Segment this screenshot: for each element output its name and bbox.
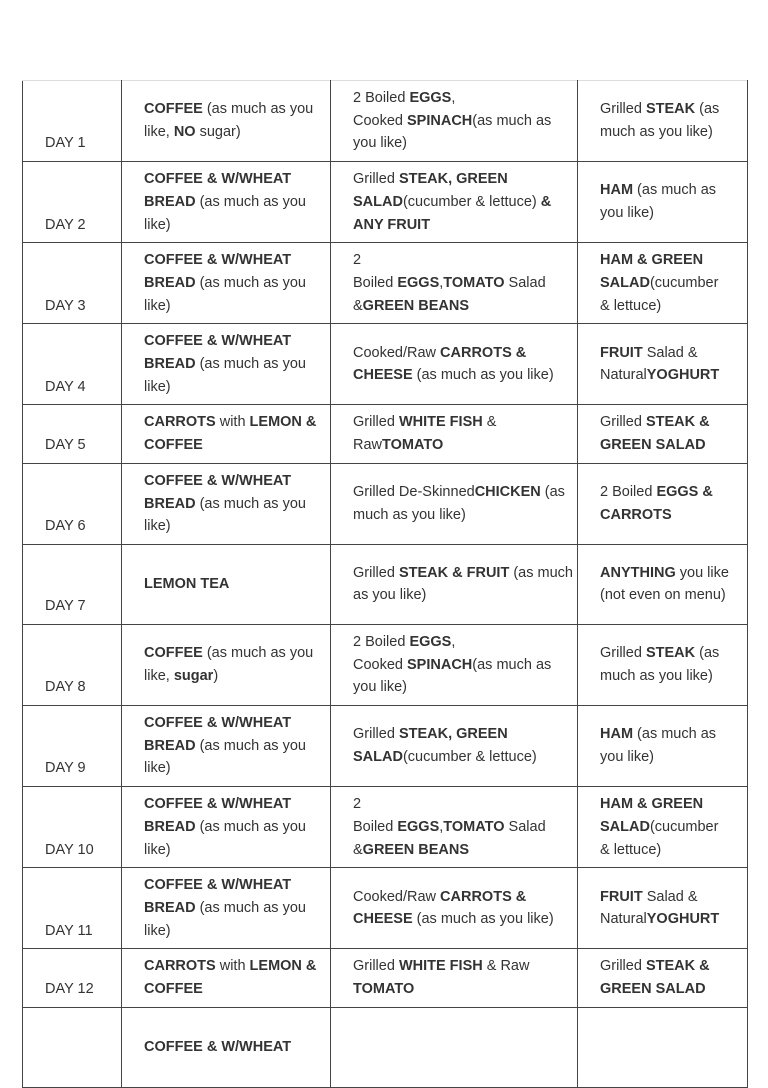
breakfast-cell bbox=[122, 787, 331, 868]
dinner-cell bbox=[578, 544, 748, 624]
meal-note: Boiled bbox=[353, 274, 398, 291]
food-item: COFFEE & W/WHEAT BREAD bbox=[144, 715, 292, 754]
lunch-cell bbox=[331, 243, 578, 324]
day-label-cell bbox=[23, 624, 122, 705]
day-label-cell bbox=[23, 949, 122, 1007]
meal-note: Salad & bbox=[353, 274, 546, 314]
day-label-cell bbox=[23, 81, 122, 162]
meal-note: 2 Boiled bbox=[600, 484, 657, 501]
day-label: DAY 4 bbox=[45, 378, 86, 395]
meal-note: Salad & bbox=[642, 344, 698, 361]
lunch-cell bbox=[331, 868, 578, 949]
food-item: HAM & GREEN SALAD bbox=[600, 796, 704, 835]
day-row bbox=[23, 1007, 748, 1087]
breakfast-cell bbox=[122, 544, 331, 624]
meal-note: Raw bbox=[353, 437, 383, 454]
day-row bbox=[23, 463, 748, 544]
day-row bbox=[23, 243, 748, 324]
breakfast-cell bbox=[122, 1007, 331, 1087]
food-item: COFFEE & W/WHEAT BREAD bbox=[144, 171, 292, 210]
meal-note: (cucumber & lettuce) bbox=[600, 818, 719, 858]
food-item: STEAK bbox=[645, 101, 696, 118]
day-label-cell bbox=[23, 868, 122, 949]
day-row bbox=[23, 706, 748, 787]
meal-note: & Raw bbox=[482, 958, 530, 975]
food-item: sugar bbox=[173, 668, 214, 684]
food-item: CARROTS bbox=[144, 958, 216, 975]
meal-note: (as much as you like) bbox=[353, 484, 565, 523]
breakfast-cell bbox=[122, 81, 331, 162]
meal-note: Natural bbox=[600, 367, 647, 384]
food-item: HAM bbox=[600, 726, 634, 743]
meal-note: (as much as you like) bbox=[600, 726, 717, 766]
food-item: TOMATO bbox=[443, 818, 505, 835]
day-label-cell bbox=[23, 463, 122, 544]
food-item: COFFEE & W/WHEAT BREAD bbox=[144, 472, 292, 512]
lunch-cell bbox=[331, 1007, 578, 1087]
meal-note: Boiled bbox=[353, 818, 398, 835]
lunch-cell bbox=[331, 405, 578, 463]
food-item: & ANY FRUIT bbox=[353, 193, 552, 233]
food-item: WHITE FISH bbox=[398, 414, 483, 431]
day-label: DAY 9 bbox=[45, 760, 86, 777]
dinner-cell bbox=[578, 787, 748, 868]
food-item: GREEN BEANS bbox=[362, 297, 470, 314]
day-label-cell bbox=[23, 706, 122, 787]
day-label: DAY 1 bbox=[45, 135, 86, 152]
diet-plan-sheet bbox=[22, 80, 747, 1088]
lunch-cell bbox=[331, 544, 578, 624]
meal-note: (cucumber & lettuce) bbox=[402, 749, 537, 766]
meal-note: Grilled bbox=[353, 414, 399, 431]
day-label-cell bbox=[23, 162, 122, 243]
food-item: HAM bbox=[600, 182, 634, 199]
dinner-cell bbox=[578, 868, 748, 949]
meal-note: Cooked bbox=[353, 656, 408, 673]
day-label-cell bbox=[23, 405, 122, 463]
breakfast-cell bbox=[122, 243, 331, 324]
dinner-cell bbox=[578, 463, 748, 544]
meal-note: Cooked/Raw bbox=[353, 344, 441, 361]
food-item: STEAK & FRUIT bbox=[398, 564, 510, 581]
meal-note: (as much as you like) bbox=[412, 911, 554, 928]
lunch-cell bbox=[331, 463, 578, 544]
lunch-cell bbox=[331, 162, 578, 243]
lunch-cell bbox=[331, 787, 578, 868]
food-item: CARROTS & CHEESE bbox=[353, 888, 527, 928]
meal-note: (as much as you like) bbox=[144, 193, 306, 233]
food-item: EGGS & CARROTS bbox=[600, 484, 713, 523]
food-item: LEMON & COFFEE bbox=[144, 958, 317, 998]
meal-note: sugar) bbox=[195, 124, 241, 141]
lunch-cell bbox=[331, 81, 578, 162]
meal-note: Grilled De-Skinned bbox=[353, 484, 475, 501]
food-item: FRUIT bbox=[600, 344, 643, 361]
meal-note: Grilled bbox=[600, 414, 646, 431]
meal-note: 2 bbox=[353, 252, 362, 269]
food-item: COFFEE & W/WHEAT BREAD bbox=[144, 877, 292, 916]
day-label: DAY 12 bbox=[45, 981, 94, 998]
meal-note: (cucumber & lettuce) bbox=[600, 274, 719, 314]
meal-note: Salad & bbox=[642, 888, 698, 905]
meal-note: (as much as you like) bbox=[600, 645, 720, 684]
food-item: TOMATO bbox=[382, 437, 444, 454]
meal-note: & bbox=[482, 414, 497, 431]
food-item: STEAK & GREEN SALAD bbox=[600, 958, 710, 998]
meal-note: with bbox=[215, 414, 250, 431]
day-row bbox=[23, 81, 748, 162]
breakfast-cell bbox=[122, 949, 331, 1007]
day-label-cell bbox=[23, 544, 122, 624]
diet-plan-table bbox=[22, 80, 748, 1088]
meal-note: Grilled bbox=[600, 101, 646, 118]
day-label-cell bbox=[23, 243, 122, 324]
food-item: COFFEE & W/WHEAT BREAD bbox=[144, 333, 292, 373]
breakfast-cell bbox=[122, 162, 331, 243]
meal-note: (as much as you like) bbox=[353, 656, 552, 696]
dinner-cell bbox=[578, 949, 748, 1007]
meal-note: with bbox=[215, 958, 250, 975]
day-label: DAY 2 bbox=[45, 216, 86, 233]
day-row bbox=[23, 544, 748, 624]
food-item: STEAK bbox=[645, 645, 696, 662]
food-item: STEAK, GREEN SALAD bbox=[353, 171, 508, 210]
meal-note: Grilled bbox=[353, 564, 399, 581]
meal-note: (as much as you like) bbox=[144, 495, 306, 535]
food-item: CARROTS bbox=[144, 414, 216, 431]
breakfast-cell bbox=[122, 463, 331, 544]
meal-note: , bbox=[439, 818, 444, 835]
dinner-cell bbox=[578, 405, 748, 463]
dinner-cell bbox=[578, 162, 748, 243]
meal-note: (as much as you like) bbox=[600, 101, 720, 141]
day-row bbox=[23, 624, 748, 705]
meal-note: Natural bbox=[600, 911, 647, 928]
food-item: ANYTHING bbox=[600, 564, 676, 581]
lunch-cell bbox=[331, 324, 578, 405]
food-item: EGGS bbox=[397, 274, 440, 291]
dinner-cell bbox=[578, 324, 748, 405]
meal-note: 2 bbox=[353, 796, 362, 813]
food-item: TOMATO bbox=[353, 981, 415, 998]
meal-note: Salad & bbox=[353, 818, 546, 858]
meal-note: (as much as you like) bbox=[144, 899, 306, 939]
food-item: STEAK & GREEN SALAD bbox=[600, 414, 710, 454]
day-row bbox=[23, 162, 748, 243]
diet-plan-body bbox=[23, 81, 748, 1088]
day-row bbox=[23, 324, 748, 405]
food-item: SPINACH bbox=[407, 112, 473, 129]
day-label: DAY 3 bbox=[45, 297, 86, 314]
dinner-cell bbox=[578, 243, 748, 324]
food-item: COFFEE & W/WHEAT BREAD bbox=[144, 796, 292, 835]
meal-note: 2 Boiled bbox=[353, 633, 410, 650]
meal-note: (as much as you like) bbox=[144, 818, 306, 858]
food-item: EGGS bbox=[397, 818, 440, 835]
food-item: COFFEE & W/WHEAT BREAD bbox=[144, 252, 292, 291]
meal-note: Cooked bbox=[353, 112, 408, 129]
meal-note: (cucumber & lettuce) bbox=[402, 193, 541, 210]
meal-note: (as much as you like) bbox=[144, 356, 306, 395]
meal-note: Grilled bbox=[600, 645, 646, 662]
meal-note: (as much as you like) bbox=[353, 564, 573, 604]
food-item: LEMON TEA bbox=[144, 576, 230, 593]
dinner-cell bbox=[578, 624, 748, 705]
day-label: DAY 5 bbox=[45, 437, 86, 454]
food-item: HAM & GREEN SALAD bbox=[600, 252, 704, 291]
food-item: COFFEE & W/WHEAT bbox=[144, 1038, 292, 1055]
meal-note: , bbox=[451, 90, 456, 106]
lunch-cell bbox=[331, 949, 578, 1007]
food-item: FRUIT bbox=[600, 888, 643, 905]
day-label: DAY 7 bbox=[45, 598, 86, 615]
day-label-cell bbox=[23, 787, 122, 868]
food-item: STEAK, GREEN SALAD bbox=[353, 726, 508, 766]
day-row bbox=[23, 868, 748, 949]
day-label-cell bbox=[23, 1007, 122, 1087]
food-item: GREEN BEANS bbox=[362, 841, 470, 858]
breakfast-cell bbox=[122, 868, 331, 949]
lunch-cell bbox=[331, 706, 578, 787]
meal-note: you like (not even on menu) bbox=[600, 564, 729, 604]
food-item: YOGHURT bbox=[646, 367, 720, 384]
meal-note: (as much as you like) bbox=[144, 737, 306, 777]
meal-note: , bbox=[451, 633, 456, 650]
dinner-cell bbox=[578, 81, 748, 162]
dinner-cell bbox=[578, 1007, 748, 1087]
meal-note: 2 Boiled bbox=[353, 90, 410, 106]
food-item: YOGHURT bbox=[646, 911, 720, 928]
meal-note: (as much as you like, bbox=[144, 645, 314, 684]
day-label: DAY 6 bbox=[45, 518, 86, 535]
day-row bbox=[23, 405, 748, 463]
meal-note: (as much as you like) bbox=[144, 274, 306, 314]
breakfast-cell bbox=[122, 624, 331, 705]
meal-note: (as much as you like) bbox=[353, 112, 552, 152]
lunch-cell bbox=[331, 624, 578, 705]
breakfast-cell bbox=[122, 405, 331, 463]
meal-note: Grilled bbox=[353, 726, 399, 743]
meal-note: (as much as you like, bbox=[144, 101, 314, 141]
breakfast-cell bbox=[122, 324, 331, 405]
meal-note: ) bbox=[213, 668, 219, 684]
day-label: DAY 10 bbox=[45, 841, 94, 858]
meal-note: Cooked/Raw bbox=[353, 888, 441, 905]
food-item: EGGS bbox=[409, 90, 452, 106]
meal-note: Grilled bbox=[353, 958, 399, 975]
food-item: TOMATO bbox=[443, 274, 505, 291]
meal-note: , bbox=[439, 274, 444, 291]
food-item: CHICKEN bbox=[474, 484, 541, 501]
meal-note: (as much as you like) bbox=[412, 367, 554, 384]
food-item: EGGS bbox=[409, 633, 452, 650]
day-label-cell bbox=[23, 324, 122, 405]
breakfast-cell bbox=[122, 706, 331, 787]
food-item: COFFEE bbox=[144, 645, 203, 662]
food-item: COFFEE bbox=[144, 101, 203, 118]
day-label: DAY 8 bbox=[45, 679, 86, 696]
dinner-cell bbox=[578, 706, 748, 787]
food-item: CARROTS & CHEESE bbox=[353, 344, 527, 384]
food-item: NO bbox=[173, 124, 196, 141]
day-row bbox=[23, 787, 748, 868]
day-label: DAY 11 bbox=[45, 922, 93, 939]
food-item: LEMON & COFFEE bbox=[144, 414, 317, 454]
meal-note: Grilled bbox=[600, 958, 646, 975]
day-row bbox=[23, 949, 748, 1007]
food-item: WHITE FISH bbox=[398, 958, 483, 975]
meal-note: Grilled bbox=[353, 171, 399, 188]
food-item: SPINACH bbox=[407, 656, 473, 673]
meal-note: (as much as you like) bbox=[600, 182, 717, 222]
